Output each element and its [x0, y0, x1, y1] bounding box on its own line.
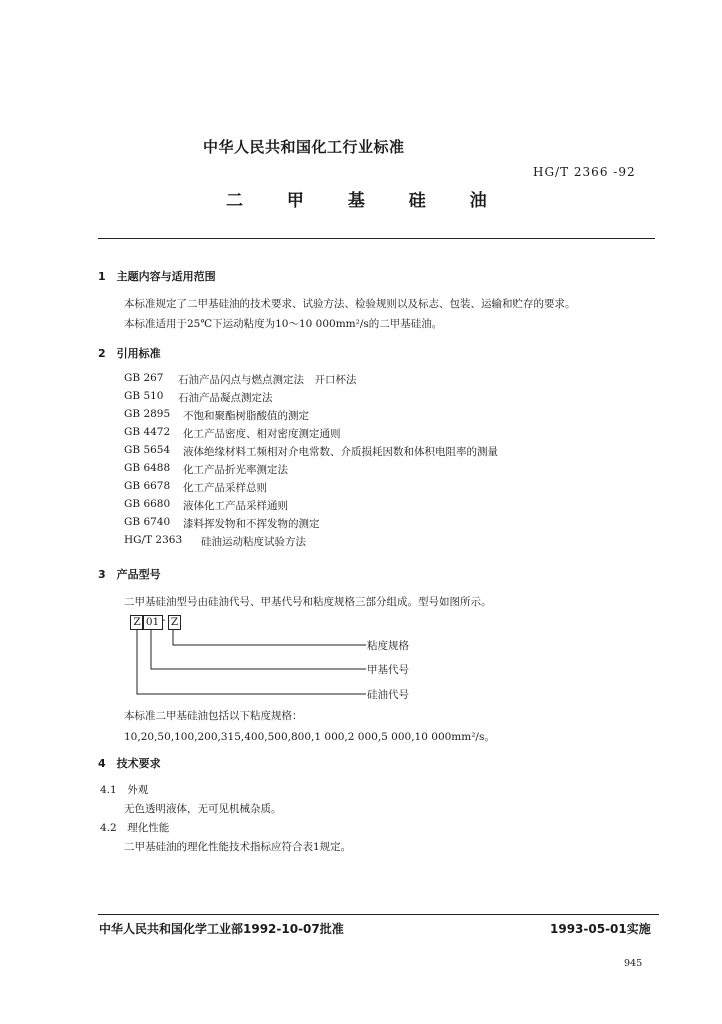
implementation-date: 1993-05-01实施: [550, 922, 651, 936]
reference-code: GB 5654: [124, 444, 171, 456]
reference-name: 化工产品折光率测定法: [183, 464, 288, 476]
issuing-organization: 中华人民共和国化工行业标准: [203, 138, 405, 156]
reference-name: 石油产品闪点与燃点测定法 开口杯法: [178, 374, 357, 386]
reference-code: GB 6740: [124, 516, 171, 528]
footer-divider: [98, 914, 659, 915]
reference-code: GB 6678: [124, 480, 171, 492]
subsection-4-2-text: 二甲基硅油的理化性能技术指标应符合表1规定。: [124, 841, 352, 853]
approval-statement: 中华人民共和国化学工业部1992-10-07批准: [99, 922, 344, 936]
reference-name: 不饱和聚酯树脂酸值的测定: [183, 410, 309, 422]
section-3-paragraph-1: 二甲基硅油型号由硅油代号、甲基代号和粘度规格三部分组成。型号如图所示。: [124, 596, 492, 608]
methyl-code-box: 01: [142, 615, 163, 630]
reference-code: GB 267: [124, 372, 164, 384]
reference-name: 漆料挥发物和不挥发物的测定: [183, 518, 320, 530]
viscosity-code-box: Z: [168, 615, 181, 630]
reference-name: 化工产品采样总则: [183, 482, 267, 494]
subsection-4-1-heading: 4.1 外观: [100, 784, 149, 796]
reference-code: GB 510: [124, 390, 164, 402]
subsection-4-2-heading: 4.2 理化性能: [100, 822, 170, 834]
reference-code: GB 6488: [124, 462, 171, 474]
reference-name: 化工产品密度、相对密度测定通则: [183, 428, 341, 440]
section-1-paragraph-2: 本标准适用于25℃下运动粘度为10～10 000mm²/s的二甲基硅油。: [124, 318, 443, 330]
reference-name: 液体化工产品采样通则: [183, 500, 288, 512]
section-1-paragraph-1: 本标准规定了二甲基硅油的技术要求、试验方法、检验规则以及标志、包装、运输和贮存的要求。: [124, 298, 576, 310]
methyl-code-label: 甲基代号: [367, 664, 409, 676]
document-title: 二 甲 基 硅 油: [226, 191, 506, 211]
subsection-4-1-text: 无色透明液体，无可见机械杂质。: [124, 803, 282, 815]
reference-code: GB 4472: [124, 426, 171, 438]
reference-name: 石油产品凝点测定法: [178, 392, 273, 404]
section-1-heading: 1 主题内容与适用范围: [98, 270, 216, 283]
page-number: 945: [624, 958, 643, 969]
reference-name: 液体绝缘材料工频相对介电常数、介质损耗因数和体积电阻率的测量: [183, 446, 498, 458]
viscosity-list: 10,20,50,100,200,315,400,500,800,1 000,2 000,5 000,10 000mm²/s。: [124, 731, 495, 743]
silicone-code-label: 硅油代号: [367, 689, 409, 701]
section-4-heading: 4 技术要求: [98, 757, 161, 770]
reference-code: HG/T 2363: [124, 534, 183, 546]
section-2-heading: 2 引用标准: [98, 347, 161, 360]
reference-name: 硅油运动粘度试验方法: [201, 536, 306, 548]
standard-code: HG/T 2366 -92: [533, 165, 636, 179]
reference-code: GB 6680: [124, 498, 171, 510]
viscosity-spec-label: 粘度规格: [367, 640, 409, 652]
section-3-paragraph-2: 本标准二甲基硅油包括以下粘度规格：: [124, 710, 303, 722]
reference-code: GB 2895: [124, 408, 171, 420]
silicone-code-box: Z: [130, 615, 144, 630]
section-3-heading: 3 产品型号: [98, 568, 161, 581]
diagram-dash: -: [162, 614, 166, 626]
